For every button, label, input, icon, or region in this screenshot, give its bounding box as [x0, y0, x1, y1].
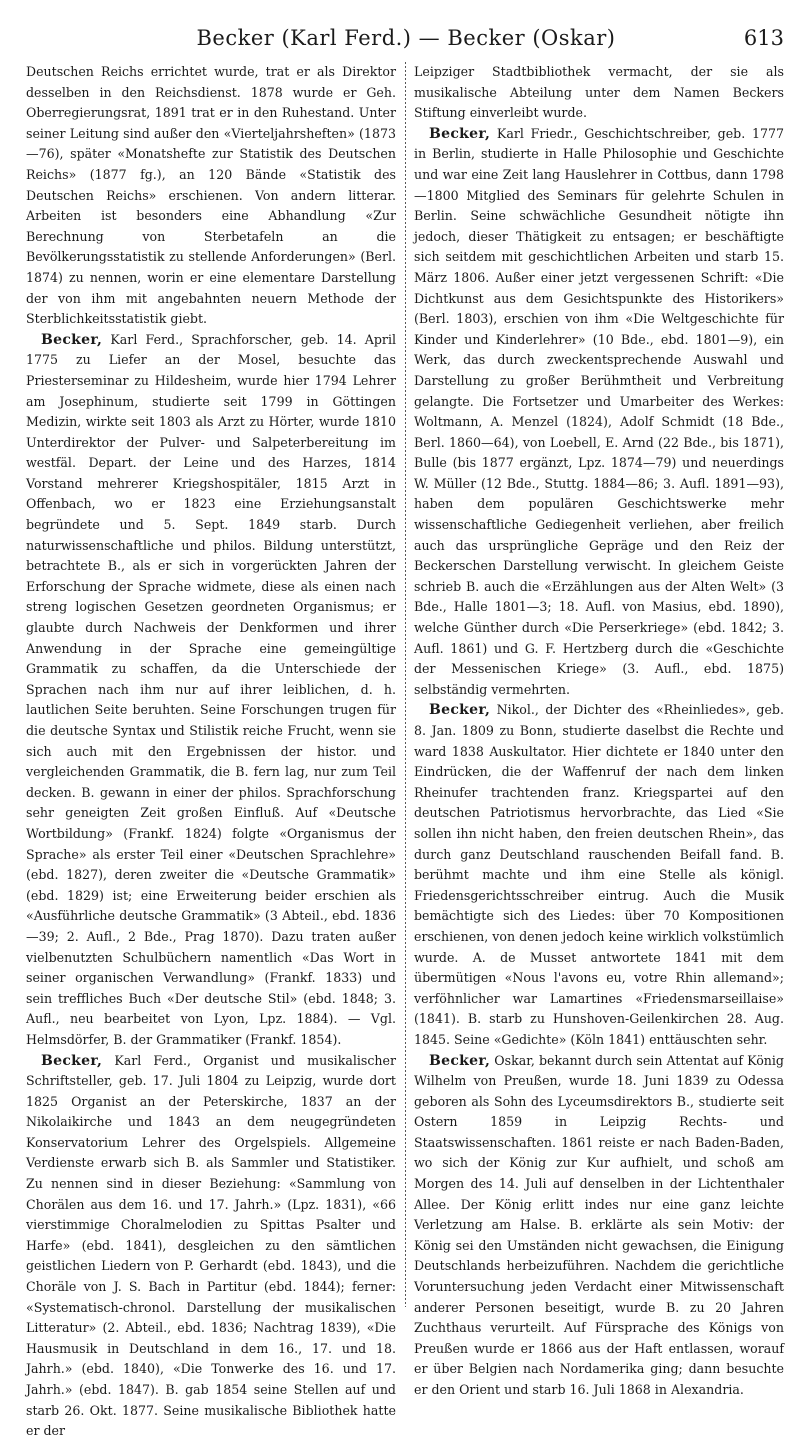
- entry-becker-karl-ferd-sprachforscher: [26, 330, 396, 1051]
- entry-becker-nikol: [414, 700, 784, 1050]
- entry-text: Leipziger Stadtbibliothek vermacht, der sie als musikalische Abteilung unter dem Namen Beckers Stiftung einverleibt wurde.: [414, 64, 784, 121]
- entry-headword: Becker,: [41, 1052, 103, 1069]
- entry-headword: Becker,: [429, 1052, 491, 1069]
- entry-headword: Becker,: [429, 702, 491, 719]
- entry-text: Karl Ferd., Sprachforscher, geb. 14. April 1775 zu Liefer an der Mosel, besuchte das Priesterseminar zu Hildesheim, wurde hier 1794 Lehrer am Josephinum, studierte seit 1799 in Göttingen Medizin, wirkte seit 1803 als Arzt zu Hörter, wurde 1810 Unterdirektor der Pulver- und Salpeterbereitung im westfäl. Depart. der Leine und des Harzes, 1814 Vorstand mehrerer Kriegshospitäler, 1815 Arzt in Offenbach, wo er 1823 eine Erziehungsanstalt begründete und 5. Sept. 1849 starb. Durch naturwissenschaftliche und philos. Bildung unterstützt, betrachtete B., als er sich in vorgerückten Jahren der Erforschung der Sprache widmete, diese als einen nach streng logischen Gesetzen geordneten Organismus; er glaubte durch Nachweis der Denkformen und ihrer Anwendung in der Sprache eine gemeingültige Grammatik zu schaffen, da die Unterschiede der Sprachen nach ihm nur auf ihrer leiblichen, d. h. lautlichen Seite beruhten. Seine Forschungen trugen für die deutsche Syntax und Stilistik reiche Frucht, wenn sie sich auch mit den Ergebnissen der histor. und vergleichenden Grammatik, die B. fern lag, nur zum Teil decken. B. gewann in einer der philos. Sprachforschung sehr geneigten Zeit großen Einfluß. Auf «Deutsche Wortbildung» (Frankf. 1824) folgte «Organismus der Sprache» als erster Teil einer «Deutschen Sprachlehre» (ebd. 1827), deren zweiter die «Deutsche Grammatik» (ebd. 1829) ist; eine Erweiterung beider erschien als «Ausführliche deutsche Grammatik» (3 Abteil., ebd. 1836—39; 2. Aufl., 2 Bde., Prag 1870). Dazu traten außer vielbenutzten Schulbüchern namentlich «Das Wort in seiner organischen Verwandlung» (Frankf. 1833) und sein treffliches Buch «Der deutsche Stil» (ebd. 1848; 3. Aufl., neu bearbeitet von Lyon, Lpz. 1884). — Vgl. Helmsdörfer, B. der Grammatiker (Frankf. 1854).: [26, 331, 396, 1047]
- entry-becker-oskar: [414, 1051, 784, 1401]
- entry-continuation: [26, 62, 396, 330]
- entry-becker-karl-ferd-organist: [26, 1051, 396, 1442]
- column-divider: [405, 62, 406, 1307]
- left-column: [26, 62, 396, 1442]
- running-title: Becker (Karl Ferd.) — Becker (Oskar): [196, 26, 616, 50]
- page-header: [26, 24, 786, 58]
- right-column: [414, 62, 784, 1442]
- page-number: 613: [743, 26, 784, 50]
- entry-becker-karl-friedr: [414, 124, 784, 701]
- entry-text: Deutschen Reichs errichtet wurde, trat er als Direktor desselben in den Reichsdienst. 1878 wurde er Geh. Oberregierungsrat, 1891 trat er in den Ruhestand. Unter seiner Leitung sind außer den «Vierteljahrsheften» (1873—76), später «Monatshefte zur Statistik des Deutschen Reichs» (1877 fg.), an 120 Bände «Statistik des Deutschen Reichs» erschienen. Von andern litterar. Arbeiten ist besonders eine Abhandlung «Zur Berechnung von Sterbetafeln an die Bevölkerungsstatistik zu stellende Anforderungen» (Berl. 1874) zu nennen, worin er eine elementare Darstellung der von ihm mit angebahnten neuern Methode der Sterblichkeitsstatistik giebt.: [26, 64, 396, 327]
- entry-headword: Becker,: [41, 331, 103, 348]
- entry-text: Oskar, bekannt durch sein Attentat auf König Wilhelm von Preußen, wurde 18. Juni 1839 zu Odessa geboren als Sohn des Lyceumsdirektors B., studierte seit Ostern 1859 in Leipzig Rechts- und Staatswissenschaften. 1861 reiste er nach Baden-Baden, wo sich der König zur Kur aufhielt, und schoß am Morgen des 14. Juli auf denselben in der Lichtenthaler Allee. Der König erlitt indes nur eine ganz leichte Verletzung am Halse. B. erklärte als sein Motiv: der König sei den Umständen nicht gewachsen, die Einigung Deutschlands herbeizuführen. Nachdem die gerichtliche Voruntersuchung jeden Verdacht einer Mitwissenschaft anderer Personen beseitigt, wurde B. zu 20 Jahren Zuchthaus verurteilt. Auf Fürsprache des Königs von Preußen wurde er 1866 aus der Haft entlassen, worauf er über Belgien nach Nordamerika ging; dann besuchte er den Orient und starb 16. Juli 1868 in Alexandria.: [414, 1052, 784, 1397]
- text-columns: [26, 62, 786, 1442]
- entry-text: Nikol., der Dichter des «Rheinliedes», geb. 8. Jan. 1809 zu Bonn, studierte daselbst die Rechte und ward 1838 Auskultator. Hier dichtete er 1840 unter den Eindrücken, die der Waffenruf der nach dem linken Rheinufer trachtenden franz. Kriegspartei auf den deutschen Patriotismus hervorbrachte, das Lied «Sie sollen ihn nicht haben, den freien deutschen Rhein», das durch ganz Deutschland rauschenden Beifall fand. B. berühmt machte und ihm eine Stelle als königl. Friedensgerichtsschreiber eintrug. Auch die Musik bemächtigte sich des Liedes: über 70 Kompositionen erschienen, von denen jedoch keine wirklich volkstümlich wurde. A. de Musset antwortete 1841 mit dem übermütigen «Nous l'avons eu, votre Rhin allemand»; verföhnlicher war Lamartines «Friedensmarseillaise» (1841). B. starb zu Hunshoven-Geilenkirchen 28. Aug. 1845. Seine «Gedichte» (Köln 1841) enttäuschten sehr.: [414, 702, 784, 1047]
- entry-text: Karl Ferd., Organist und musikalischer Schriftsteller, geb. 17. Juli 1804 zu Leipzig, wurde dort 1825 Organist an der Peterskirche, 1837 an der Nikolaikirche und 1843 an dem neugegründeten Konservatorium Lehrer des Orgelspiels. Allgemeine Verdienste erwarb sich B. als Sammler und Statistiker. Zu nennen sind in dieser Beziehung: «Sammlung von Chorälen aus dem 16. und 17. Jahrh.» (Lpz. 1831), «66 vierstimmige Choralmelodien zu Spittas Psalter und Harfe» (ebd. 1841), desgleichen zu den sämtlichen geistlichen Liedern von P. Gerhardt (ebd. 1843), und die Choräle von J. S. Bach in Partitur (ebd. 1844); ferner: «Systematisch-chronol. Darstellung der musikalischen Litteratur» (2. Abteil., ebd. 1836; Nachtrag 1839), «Die Hausmusik in Deutschland in dem 16., 17. und 18. Jahrh.» (ebd. 1840), «Die Tonwerke des 16. und 17. Jahrh.» (ebd. 1847). B. gab 1854 seine Stellen auf und starb 26. Okt. 1877. Seine musikalische Bibliothek hatte er der: [26, 1052, 396, 1439]
- entry-text: Karl Friedr., Geschichtschreiber, geb. 1777 in Berlin, studierte in Halle Philosophie und Geschichte und war eine Zeit lang Hauslehrer in Cottbus, dann 1798—1800 Mitglied des Seminars für gelehrte Schulen in Berlin. Seine schwächliche Gesundheit nötigte ihn jedoch, dieser Thätigkeit zu entsagen; er beschäftigte sich seitdem mit geschichtlichen Arbeiten und starb 15. März 1806. Außer einer jetzt vergessenen Schrift: «Die Dichtkunst aus dem Gesichtspunkte des Historikers» (Berl. 1803), erschien von ihm «Die Weltgeschichte für Kinder und Kinderlehrer» (10 Bde., ebd. 1801—9), ein Werk, das durch zweckentsprechende Auswahl und Darstellung zu großer Berühmtheit und Verbreitung gelangte. Die Fortsetzer und Umarbeiter des Werkes: Woltmann, A. Menzel (1824), Adolf Schmidt (18 Bde., Berl. 1860—64), von Loebell, E. Arnd (22 Bde., bis 1871), Bulle (bis 1877 ergänzt, Lpz. 1874—79) und neuerdings W. Müller (12 Bde., Stuttg. 1884—86; 3. Aufl. 1891—93), haben dem populären Geschichtswerke mehr wissenschaftliche Gediegenheit verliehen, aber freilich auch das ursprüngliche Gepräge und den Reiz der Beckerschen Darstellung verwischt. In gleichem Geiste schrieb B. auch die «Erzählungen aus der Alten Welt» (3 Bde., Halle 1801—3; 18. Aufl. von Masius, ebd. 1890), welche Günther durch «Die Perserkriege» (ebd. 1842; 3. Aufl. 1861) und G. F. Hertzberg durch die «Geschichte der Messenischen Kriege» (3. Aufl., ebd. 1875) selbständig vermehrten.: [414, 125, 784, 697]
- entry-headword: Becker,: [429, 125, 491, 142]
- entry-continuation: [414, 62, 784, 124]
